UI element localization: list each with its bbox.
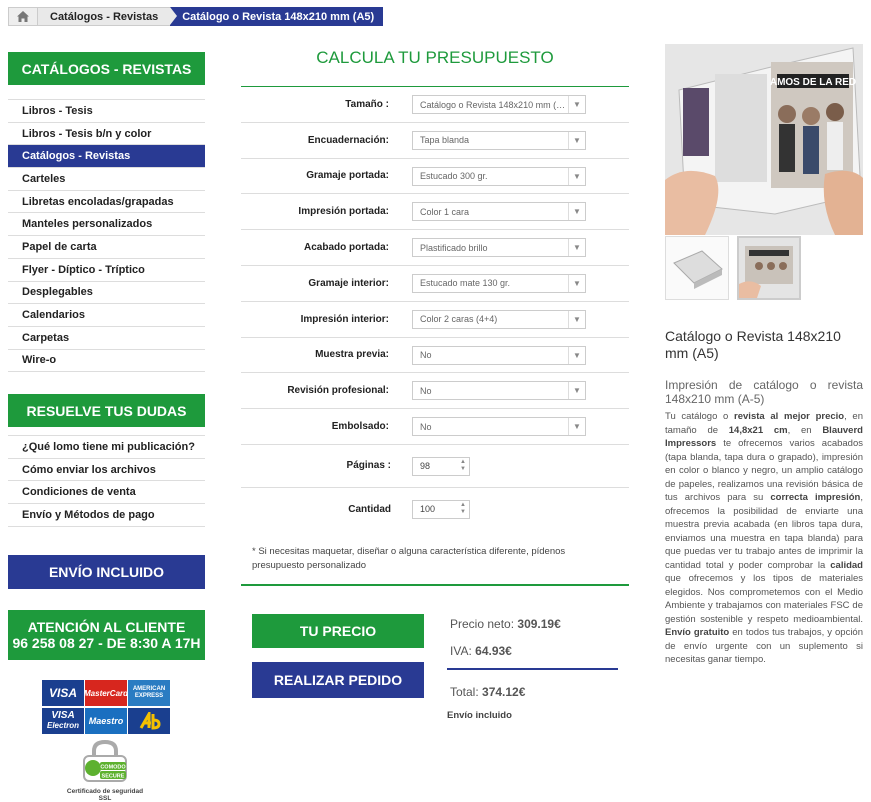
sidebar-item[interactable]: Wire-o xyxy=(8,350,205,373)
support-banner[interactable] xyxy=(8,610,205,660)
desc-text: que ofrecemos y los tipos de materiales elegidos. Nos comprometemos con el Medio Ambiente y trabajamos con materiales FSC de gestión sostenible y respeto medioambiental. xyxy=(665,573,863,625)
desc-bold: 14,8x21 cm xyxy=(728,424,788,436)
shipping-banner[interactable]: ENVÍO INCLUIDO xyxy=(8,555,205,589)
sidebar-catalog-header: CATÁLOGOS - REVISTAS xyxy=(8,52,205,85)
desc-bold: correcta impresión xyxy=(770,492,861,503)
chevron-down-icon: ▼ xyxy=(568,239,585,256)
sidebar-item[interactable]: Libros - Tesis xyxy=(8,100,205,123)
desc-text: , ofrecemos la posibilidad de enviarte una muestra previa acabada (en libros tapa dura, enviamos una muestra en tapa blanda) para que puedas ver tu trabajo antes de imprimir la cantidad total y poder comprobar la xyxy=(665,492,863,571)
select-value: Estucado mate 130 gr. xyxy=(420,278,511,289)
sidebar-item[interactable]: Carteles xyxy=(8,168,205,191)
desc-bold: Blauverd Impressors xyxy=(665,424,863,449)
cover-finish-select[interactable] xyxy=(412,238,586,257)
stepper-icon[interactable]: ▲ ▼ xyxy=(460,501,466,515)
support-title: ATENCIÓN AL CLIENTE xyxy=(27,619,186,635)
desc-text: te ofrecemos varios acabados (tapa blanda, tapa dura o grapado), impresión en color o blanco y negro, un amplio catálogo de papeles, realizamos una revisión básica de tus archivos para su xyxy=(665,438,863,503)
total-value: 374.12€ xyxy=(482,685,526,699)
pages-input[interactable] xyxy=(412,457,470,476)
cover-weight-select[interactable] xyxy=(412,167,586,186)
form-row-quantity xyxy=(241,488,629,531)
total-label: Total: xyxy=(450,685,479,699)
review-select[interactable] xyxy=(412,381,586,400)
help-item[interactable]: ¿Qué lomo tiene mi publicación? xyxy=(8,436,205,459)
sidebar-item[interactable]: Libros - Tesis b/n y color xyxy=(8,123,205,146)
form-row-cover-weight xyxy=(241,159,629,195)
form-row-inner-weight xyxy=(241,266,629,302)
desc-bold: Envío gratuito xyxy=(665,627,730,638)
field-label: Páginas : xyxy=(346,460,391,472)
chevron-down-icon: ▼ xyxy=(568,96,585,113)
product-main-image[interactable] xyxy=(665,44,863,235)
amex-card-icon xyxy=(128,680,170,706)
shipping-included-note: Envío incluido xyxy=(447,710,512,721)
iva-label: IVA: xyxy=(450,644,472,658)
field-label: Muestra previa: xyxy=(315,349,389,361)
help-menu xyxy=(8,435,205,527)
select-value: Tapa blanda xyxy=(420,135,470,146)
comodo-lock-icon xyxy=(70,740,140,782)
ssl-caption: Certificado de seguridad SSL xyxy=(66,788,144,802)
sidebar-item-active[interactable]: Catálogos - Revistas xyxy=(8,145,205,168)
pages-value: 98 xyxy=(420,461,431,472)
secure-text: SECURE xyxy=(101,773,125,780)
field-label: Acabado portada: xyxy=(303,242,389,254)
sidebar-item[interactable]: Calendarios xyxy=(8,304,205,327)
chevron-down-icon: ▼ xyxy=(568,311,585,328)
chevron-down-icon: ▼ xyxy=(568,132,585,149)
field-label: Embolsado: xyxy=(331,421,389,433)
select-value: No xyxy=(420,385,432,396)
visa-electron-line1: VISA xyxy=(51,710,75,721)
form-row-sample xyxy=(241,338,629,374)
field-label: Gramaje portada: xyxy=(306,170,389,182)
magazine-caption: AMOS DE LA RED xyxy=(769,77,857,88)
field-label: Cantidad xyxy=(348,503,391,515)
desc-text: en todos tus trabajos, y opción de envío urgente con un suplemento si necesitas ganar tiempo. xyxy=(665,627,863,665)
product-description xyxy=(665,410,863,667)
chevron-down-icon: ▼ xyxy=(568,382,585,399)
sidebar-item[interactable]: Manteles personalizados xyxy=(8,213,205,236)
form-row-pages xyxy=(241,445,629,488)
visa-card-icon: VISA xyxy=(42,680,84,706)
visa-electron-icon xyxy=(42,708,84,734)
desc-text: , en xyxy=(787,424,823,436)
form-row-bagging xyxy=(241,409,629,445)
chevron-down-icon: ▼ xyxy=(568,275,585,292)
visa-electron-line2: Electron xyxy=(46,721,79,730)
select-value: Plastificado brillo xyxy=(420,242,488,253)
amex-line1: AMERICAN xyxy=(132,686,166,692)
field-label: Gramaje interior: xyxy=(308,277,389,289)
amex-line2: EXPRESS xyxy=(134,693,164,699)
select-value: No xyxy=(420,350,432,361)
sidebar-item[interactable]: Libretas encoladas/grapadas xyxy=(8,191,205,214)
product-subtitle: Impresión de catálogo o revista 148x210 mm (A-5) xyxy=(665,378,863,406)
desc-bold: revista al mejor precio xyxy=(734,411,845,422)
breadcrumb xyxy=(8,7,383,26)
total-divider xyxy=(447,668,618,670)
quantity-value: 100 xyxy=(420,504,436,515)
mastercard-icon: MasterCard xyxy=(85,680,127,706)
field-label: Impresión portada: xyxy=(298,206,389,218)
breadcrumb-current: Catálogo o Revista 148x210 mm (A5) xyxy=(170,7,383,26)
form-row-cover-print xyxy=(241,194,629,230)
total-price xyxy=(450,685,525,699)
order-button[interactable]: REALIZAR PEDIDO xyxy=(252,662,424,698)
iva-price xyxy=(450,644,512,658)
select-value: Color 2 caras (4+4) xyxy=(420,314,498,325)
field-label: Impresión interior: xyxy=(300,313,389,325)
maestro-card-icon: Maestro xyxy=(85,708,127,734)
chevron-down-icon: ▼ xyxy=(568,168,585,185)
select-value: No xyxy=(420,421,432,432)
select-value: Catálogo o Revista 148x210 mm (… xyxy=(420,99,566,110)
sidebar-menu xyxy=(8,99,205,372)
sidebar-help-header: RESUELVE TUS DUDAS xyxy=(8,394,205,427)
breadcrumb-catalogos[interactable]: Catálogos - Revistas xyxy=(38,7,170,26)
desc-text: , en tamaño de xyxy=(665,411,863,436)
quantity-input[interactable] xyxy=(412,500,470,519)
select-value: Estucado 300 gr. xyxy=(420,171,488,182)
support-phone: 96 258 08 27 - DE 8:30 A 17H xyxy=(12,635,201,651)
chevron-down-icon: ▼ xyxy=(568,347,585,364)
form-row-size xyxy=(241,87,629,123)
bagging-select[interactable] xyxy=(412,417,586,436)
sidebar-item[interactable]: Flyer - Díptico - Tríptico xyxy=(8,259,205,282)
product-thumbnail-active[interactable] xyxy=(737,236,801,300)
form-row-binding xyxy=(241,123,629,159)
product-thumbnail[interactable] xyxy=(665,236,729,300)
net-price-value: 309.19€ xyxy=(517,617,561,631)
sidebar-item[interactable]: Papel de carta xyxy=(8,236,205,259)
net-price-label: Precio neto: xyxy=(450,617,515,631)
sidebar-item[interactable]: Desplegables xyxy=(8,282,205,305)
inner-print-select[interactable] xyxy=(412,310,586,329)
help-item[interactable]: Condiciones de venta xyxy=(8,481,205,504)
form-row-cover-finish xyxy=(241,230,629,266)
binding-select[interactable] xyxy=(412,131,586,150)
quote-form xyxy=(241,86,629,531)
help-item[interactable]: Cómo enviar los archivos xyxy=(8,459,205,482)
custom-quote-note: * Si necesitas maquetar, diseñar o alguna característica diferente, pídenos presupuesto personalizado xyxy=(252,546,566,571)
4b-card-icon xyxy=(128,708,170,734)
cover-print-select[interactable] xyxy=(412,202,586,221)
help-item[interactable]: Envío y Métodos de pago xyxy=(8,504,205,527)
home-icon[interactable] xyxy=(8,7,38,26)
price-button[interactable]: TU PRECIO xyxy=(252,614,424,648)
field-label: Tamaño : xyxy=(345,98,389,110)
chevron-down-icon: ▼ xyxy=(568,203,585,220)
inner-weight-select[interactable] xyxy=(412,274,586,293)
desc-bold: calidad xyxy=(830,559,863,571)
field-label: Revisión profesional: xyxy=(287,385,389,397)
divider xyxy=(241,584,629,586)
calculator-title: CALCULA TU PRESUPUESTO xyxy=(316,48,554,67)
ssl-badge xyxy=(60,740,150,802)
chevron-down-icon: ▼ xyxy=(568,418,585,435)
iva-value: 64.93€ xyxy=(475,644,512,658)
form-row-inner-print xyxy=(241,302,629,338)
stepper-icon[interactable]: ▲ ▼ xyxy=(460,458,466,472)
sidebar-item[interactable]: Carpetas xyxy=(8,327,205,350)
sample-select[interactable] xyxy=(412,346,586,365)
size-select[interactable] xyxy=(412,95,586,114)
comodo-text: COMODO xyxy=(100,764,126,771)
product-title: Catálogo o Revista 148x210 mm (A5) xyxy=(665,328,841,361)
desc-text: Tu catálogo o xyxy=(665,411,735,422)
form-row-review xyxy=(241,373,629,409)
field-label: Encuadernación: xyxy=(307,134,389,146)
net-price xyxy=(450,617,561,631)
select-value: Color 1 cara xyxy=(420,206,470,217)
